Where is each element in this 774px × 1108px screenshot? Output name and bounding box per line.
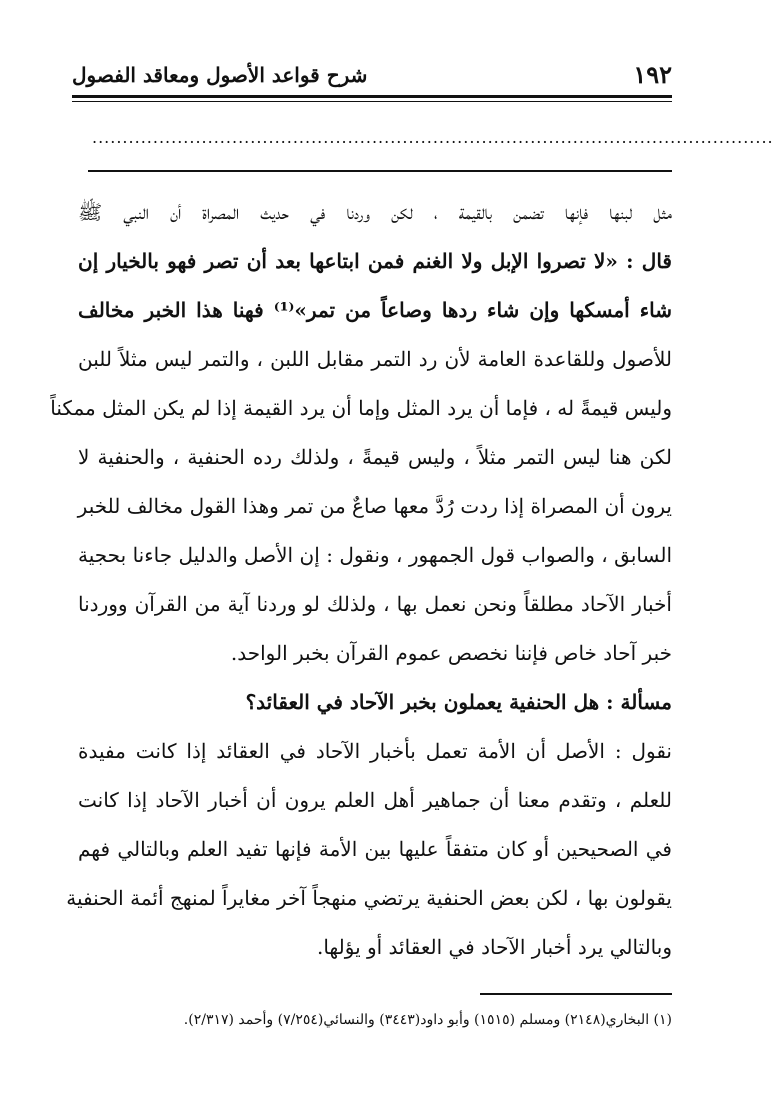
text-line: قال : «لا تصروا الإبل ولا الغنم فمن ابتاعها بعد أن تصر فهو بالخيار إن [78,249,672,273]
footnote-rule [480,993,672,995]
page-header [72,58,672,92]
text-line: السابق ، والصواب قول الجمهور ، ونقول : إن الأصل والدليل جاءنا بحجية [78,543,672,567]
text-line: نقول : الأصل أن الأمة تعمل بأخبار الآحاد في العقائد إذا كانت مفيدة [78,739,672,763]
text-line: يرون أن المصراة إذا ردت رُدَّ معها صاعٌ من تمر وهذا القول مخالف للخبر [77,494,672,518]
text-line: أخبار الآحاد مطلقاً ونحن نعمل بها ، ولذلك لو وردنا آية من القرآن ووردنا [78,592,672,616]
text-line: لكن هنا ليس التمر مثلاً ، وليس قيمةً ، ولذلك رده الحنفية ، والحنفية لا [78,445,672,469]
text-line: شاء أمسكها وإن شاء ردها وصاعاً من تمر»⁽¹⁾ فهنا هذا الخبر مخالف [78,298,672,322]
text-line: وليس قيمةً له ، فإما أن يرد المثل وإما أن يرد القيمة إذا لم يكن المثل ممكناً [50,396,672,420]
page-number: ١٩٢ [633,60,672,89]
text-line: خبر آحاد خاص فإننا نخصص عموم القرآن بخبر الواحد. [230,641,672,665]
text-line: للعلم ، وتقدم معنا أن جماهير أهل العلم يرون أن أخبار الآحاد إذا كانت [78,788,672,812]
question-heading: مسألة : هل الحنفية يعملون بخبر الآحاد في العقائد؟ [245,690,672,714]
text-line: يقولون بها ، لكن بعض الحنفية يرتضي منهجاً آخر مغايراً لمنهج أئمة الحنفية [66,886,672,910]
dotted-separator: ................................................................................................................ [92,128,774,147]
text-line: وبالتالي يرد أخبار الآحاد في العقائد أو يؤلها. [316,935,672,959]
text-line: مثل لبنها فإنها تضمن بالقيمة ، لكن وردنا في حديث المصراة أن النبي ﷺ [78,200,672,224]
section-divider [88,170,672,172]
body-text [50,188,672,972]
header-rule-thin [72,101,672,102]
text-line: في الصحيحين أو كان متفقاً عليها بين الأمة فإنها تفيد العلم وبالتالي فهم [78,837,672,861]
header-rule-thick [72,95,672,98]
book-title: شرح قواعد الأصول ومعاقد الفصول [72,63,368,87]
footnote: (١) البخاري(٢١٤٨) ومسلم (١٥١٥) وأبو داود(٣٤٤٣) والنسائي(٧/٢٥٤) وأحمد (٢/٣١٧). [183,1012,672,1028]
text-line: للأصول وللقاعدة العامة لأن رد التمر مقابل اللبن ، والتمر ليس مثلاً للبن [78,347,672,371]
